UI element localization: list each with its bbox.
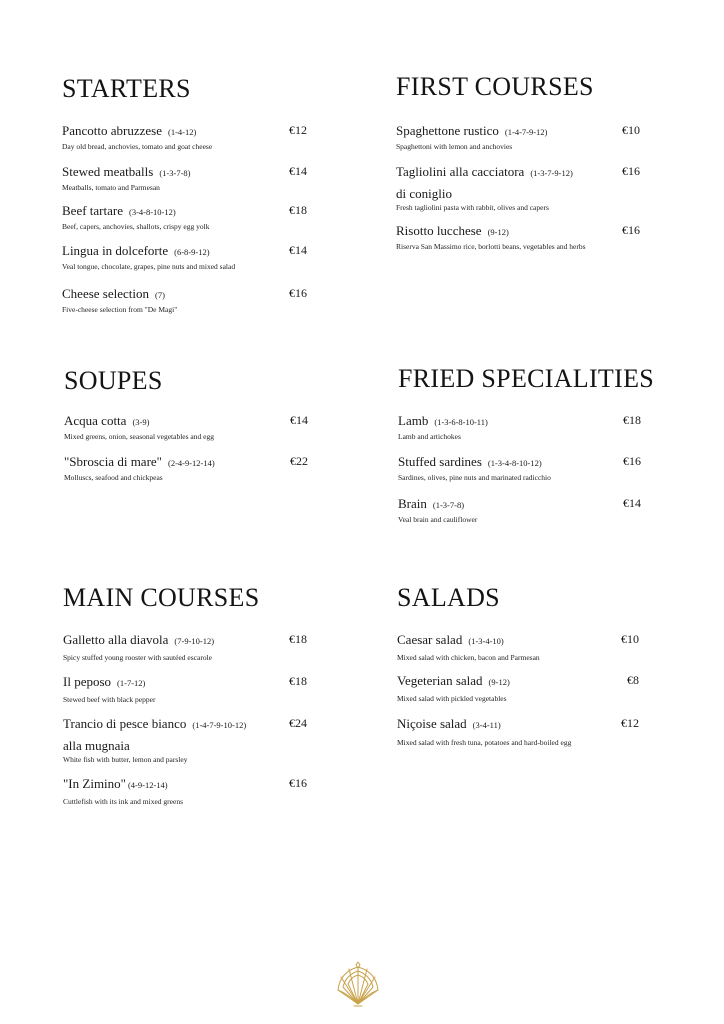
menu-item bbox=[397, 715, 639, 749]
section-starters bbox=[62, 74, 307, 314]
item-description: Veal tongue, chocolate, grapes, pine nuts and mixed salad bbox=[62, 262, 236, 271]
allergen-codes: (4-9-12-14) bbox=[127, 780, 168, 790]
item-description: Meatballs, tomato and Parmesan bbox=[62, 183, 160, 192]
menu-item bbox=[398, 495, 641, 526]
menu-item bbox=[64, 453, 308, 484]
item-description: Molluscs, seafood and chickpeas bbox=[64, 473, 163, 482]
menu-item bbox=[396, 222, 640, 253]
item-name: Lingua in dolceforte bbox=[62, 243, 169, 258]
section-title-soupes: SOUPES bbox=[64, 366, 163, 395]
item-price: €16 bbox=[289, 286, 307, 300]
item-price: €14 bbox=[290, 413, 308, 427]
item-name: Niçoise salad bbox=[397, 716, 467, 731]
menu-item bbox=[62, 163, 307, 194]
item-price: €16 bbox=[623, 454, 641, 468]
item-price: €12 bbox=[289, 123, 307, 137]
item-price: €12 bbox=[621, 716, 639, 730]
item-name: Trancio di pesce bianco bbox=[63, 716, 187, 731]
item-price: €14 bbox=[289, 243, 307, 257]
item-name: Brain bbox=[398, 496, 427, 511]
item-description: Sardines, olives, pine nuts and marinated radicchio bbox=[398, 473, 551, 482]
section-soupes bbox=[64, 366, 308, 482]
menu-item bbox=[62, 285, 307, 316]
menu-item bbox=[64, 412, 308, 443]
item-price: €24 bbox=[289, 716, 307, 730]
item-name: Spaghettone rustico bbox=[396, 123, 499, 138]
item-name-line2: di coniglio bbox=[396, 186, 452, 201]
menu-item bbox=[396, 163, 640, 214]
item-name: Beef tartare bbox=[62, 203, 123, 218]
item-description: Day old bread, anchovies, tomato and goat cheese bbox=[62, 142, 213, 151]
item-price: €16 bbox=[289, 776, 307, 790]
item-description: Mixed salad with chicken, bacon and Parmesan bbox=[397, 653, 540, 662]
item-price: €18 bbox=[623, 413, 641, 427]
item-description: Veal brain and cauliflower bbox=[398, 515, 478, 524]
item-name: Acqua cotta bbox=[64, 413, 127, 428]
item-price: €18 bbox=[289, 674, 307, 688]
section-fried-specialities bbox=[398, 364, 655, 524]
allergen-codes: (2-4-9-12-14) bbox=[167, 458, 215, 468]
menu-item bbox=[398, 453, 641, 484]
menu-item bbox=[63, 775, 307, 808]
item-description: Stewed beef with black pepper bbox=[63, 695, 156, 704]
menu-item bbox=[62, 242, 307, 273]
section-salads bbox=[397, 583, 639, 747]
item-price: €14 bbox=[623, 496, 641, 510]
item-description: Five-cheese selection from "De Magi" bbox=[62, 305, 178, 314]
item-description: Fresh tagliolini pasta with rabbit, olives and capers bbox=[396, 203, 549, 212]
allergen-codes: (1-3-6-8-10-11) bbox=[434, 417, 488, 427]
section-title-fried-specialities: FRIED SPECIALITIES bbox=[398, 364, 655, 393]
item-name: Tagliolini alla cacciatora bbox=[396, 164, 525, 179]
item-name-line2: alla mugnaia bbox=[63, 738, 130, 753]
item-description: Mixed salad with pickled vegetables bbox=[397, 694, 507, 703]
allergen-codes: (3-4-8-10-12) bbox=[128, 207, 176, 217]
item-description: White fish with butter, lemon and parsley bbox=[63, 755, 188, 764]
section-first-courses bbox=[396, 72, 640, 251]
item-description: Beef, capers, anchovies, shallots, crispy egg yolk bbox=[62, 222, 210, 231]
item-name: Cheese selection bbox=[62, 286, 149, 301]
item-price: €16 bbox=[622, 164, 640, 178]
item-price: €14 bbox=[289, 164, 307, 178]
allergen-codes: (6-8-9-12) bbox=[174, 247, 210, 257]
item-name: Stewed meatballs bbox=[62, 164, 154, 179]
shell-fan-logo-icon bbox=[333, 960, 383, 1010]
section-title-main-courses: MAIN COURSES bbox=[63, 583, 260, 612]
allergen-codes: (1-4-7-9-10-12) bbox=[192, 720, 247, 730]
menu-item bbox=[397, 672, 639, 705]
item-price: €18 bbox=[289, 632, 307, 646]
menu-item bbox=[63, 673, 307, 706]
section-title-starters: STARTERS bbox=[62, 74, 191, 103]
menu-item bbox=[397, 631, 639, 664]
item-name: Lamb bbox=[398, 413, 429, 428]
item-name: Vegeterian salad bbox=[397, 673, 483, 688]
menu-item bbox=[62, 202, 307, 233]
item-name: Caesar salad bbox=[397, 632, 463, 647]
item-name: Risotto lucchese bbox=[396, 223, 482, 238]
allergen-codes: (1-3-7-8) bbox=[159, 168, 191, 178]
section-title-first-courses: FIRST COURSES bbox=[396, 72, 594, 101]
allergen-codes: (1-3-7-8) bbox=[432, 500, 465, 510]
item-description: Mixed salad with fresh tuna, potatoes and hard-boiled egg bbox=[397, 738, 572, 747]
allergen-codes: (9-12) bbox=[487, 227, 509, 237]
item-price: €16 bbox=[622, 223, 640, 237]
menu-item bbox=[396, 122, 640, 153]
allergen-codes: (3-9) bbox=[132, 417, 150, 427]
item-price: €10 bbox=[622, 123, 640, 137]
allergen-codes: (7) bbox=[155, 290, 165, 300]
item-name: Stuffed sardines bbox=[398, 454, 482, 469]
item-price: €10 bbox=[621, 632, 639, 646]
item-name: Il peposo bbox=[63, 674, 112, 689]
item-description: Lamb and artichokes bbox=[398, 432, 461, 441]
item-description: Riserva San Massimo rice, borlotti beans, vegetables and herbs bbox=[396, 242, 586, 251]
item-price: €22 bbox=[290, 454, 308, 468]
menu-item bbox=[63, 715, 307, 766]
menu-item bbox=[398, 412, 641, 443]
item-price: €8 bbox=[627, 673, 639, 687]
section-title-salads: SALADS bbox=[397, 583, 500, 612]
item-price: €18 bbox=[289, 203, 307, 217]
allergen-codes: (1-3-4-10) bbox=[468, 636, 504, 646]
allergen-codes: (1-4-12) bbox=[167, 127, 197, 137]
menu-item bbox=[62, 122, 307, 153]
item-description: Cuttlefish with its ink and mixed greens bbox=[63, 797, 183, 806]
allergen-codes: (9-12) bbox=[488, 677, 510, 687]
item-name: "In Zimino" bbox=[63, 776, 126, 791]
item-name: Galletto alla diavola bbox=[63, 632, 169, 647]
item-name: "Sbroscia di mare" bbox=[64, 454, 162, 469]
allergen-codes: (1-4-7-9-12) bbox=[504, 127, 548, 137]
item-description: Spaghettoni with lemon and anchovies bbox=[396, 142, 513, 151]
allergen-codes: (3-4-11) bbox=[472, 720, 501, 730]
allergen-codes: (1-3-7-9-12) bbox=[530, 168, 573, 178]
item-name: Pancotto abruzzese bbox=[62, 123, 162, 138]
menu-item bbox=[63, 631, 307, 664]
allergen-codes: (1-3-4-8-10-12) bbox=[487, 458, 542, 468]
item-description: Spicy stuffed young rooster with sautéed escarole bbox=[63, 653, 212, 662]
allergen-codes: (1-7-12) bbox=[117, 678, 146, 688]
section-main-courses bbox=[63, 583, 307, 806]
allergen-codes: (7-9-10-12) bbox=[174, 636, 215, 646]
item-description: Mixed greens, onion, seasonal vegetables and egg bbox=[64, 432, 214, 441]
